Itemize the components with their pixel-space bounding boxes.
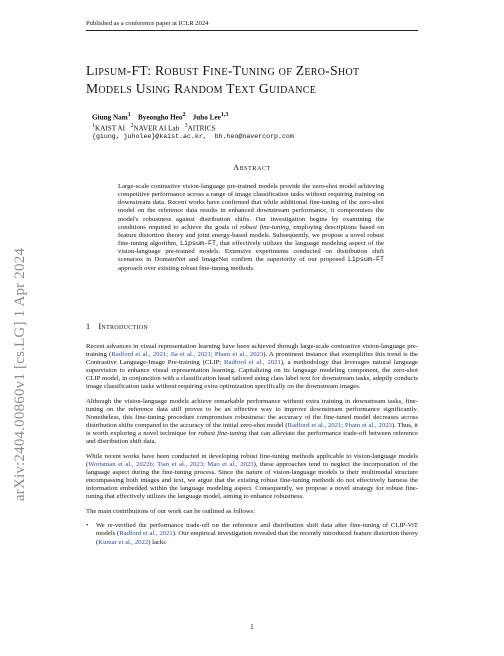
title-line-1: Lipsum-FT: Robust Fine-Tuning of Zero-Shot — [86, 63, 360, 78]
aff2: NAVER AI Lab — [133, 124, 180, 133]
citation-link[interactable]: Kumar et al., 2022 — [98, 538, 149, 546]
citation-link[interactable]: Radford et al., 2021 — [119, 530, 173, 538]
abstract-code-1: Lipsum-FT — [179, 240, 217, 249]
section-number: 1 — [86, 322, 91, 331]
author-giung: Giung Nam — [92, 113, 128, 122]
page-number: 1 — [250, 624, 254, 631]
text: ) lacks — [148, 538, 166, 546]
abstract-text-2: , employing descriptions based on feature distortion theory and joint energy-based models. Subsequently, we propose a novel robust fine-tuning algorithm, — [118, 223, 384, 248]
email-kaist[interactable]: {giung, juholee}@kaist.ac.kr, — [92, 132, 207, 140]
section-heading-introduction — [86, 322, 418, 331]
abstract-body — [118, 183, 384, 273]
citation-link[interactable]: Wortsman et al., 2022b; Tian et al., 2023; Mao et al., 2023 — [88, 461, 254, 468]
text: ), these approaches tend to neglect the incorporation of the language aspect during the fine-tuning process. Since the nature of vision-language models is their multimodal structure encompassing both images and text, we argue that the existing robust fine-tuning methods do not effectively harness the information embedded within the language modeling aspect. Consequently, we propose a novel strategy for robust fine-tuning that effectively utilizes the language model, aiming to enhance robustness. — [86, 461, 418, 501]
paragraph-1 — [86, 343, 418, 392]
text: We re-verified the performance trade-off on the reference and distribution shift data after fine-tuning of CLIP-ViT models ( — [96, 522, 418, 538]
author-juho-sup: 1,3 — [220, 112, 229, 118]
citation-link[interactable]: Radford et al., 2021; Pham et al., 2023 — [287, 422, 392, 430]
author-block — [92, 111, 422, 141]
text: Although the vision-language models achieve remarkable performance without extra training in downstream tasks, fine-tuning on the reference data still proves to be an effective way to improve downstream performance significantly. Nonetheless, this fine-tuning procedure compromises robustness: the accuracy of the fine-tuned model decreases across distribution shifts compared to the accuracy of the initial zero-shot model ( — [86, 397, 418, 430]
text: ). A prominent instance that exemplifies this trend is the Contrastive Language-Image Pre-training (CLIP; — [86, 351, 418, 367]
abstract-emphasis: robust fine-tuning — [240, 223, 289, 231]
running-header: Published as a conference paper at ICLR 2024 — [86, 20, 418, 31]
author-byeongho-sup: 2 — [182, 112, 186, 118]
abstract-code-2: Lipsum-FT — [347, 256, 384, 265]
introduction-body — [86, 343, 418, 553]
text: ). Thus, it is worth exploring a novel technique for — [86, 422, 419, 438]
text: ), a methodology that leverages natural language supervision to enhance visual representation learning. Capitalizing on its language modeling component, the zero-shot CLIP model, in conjunction with a classification head tailored using class label text for downstream tasks, adeptly conducts image classification tasks without requiring extra optimization specifically on the downstream images. — [86, 359, 419, 391]
bullet-marker: • — [86, 522, 89, 530]
paper-title — [86, 62, 418, 98]
email-naver[interactable]: bh.heo@navercorp.com — [214, 132, 294, 140]
title-line-2: Models Using Random Text Guidance — [86, 81, 317, 96]
affiliations — [92, 122, 422, 133]
author-names — [92, 111, 422, 122]
citation-link[interactable]: Radford et al., 2021 — [224, 359, 281, 367]
aff1-sup: 1 — [92, 122, 95, 129]
author-juho: Juho Lee — [192, 113, 221, 122]
contribution-bullet-1 — [86, 522, 418, 546]
author-byeongho: Byeongho Heo — [137, 113, 183, 122]
emphasis: robust fine-tuning — [198, 430, 247, 438]
aff2-sup: 2 — [130, 122, 134, 129]
abstract-text-1: Large-scale contrastive vision-language pre-trained models provide the zero-shot model achieving competitive performance across a range of image classification tasks without requiring training on downstream data. Recent works have confirmed that while additional fine-tuning of the zero-shot model on the reference data results in enhanced downstream performance, it compromises the model's robustness against distribution shifts. Our investigation begins by examining the conditions required to achieve the goals of — [118, 183, 384, 231]
citation-link[interactable]: Radford et al., 2021; Jia et al., 2021; Pham et al., 2023 — [111, 351, 264, 359]
abstract-heading: Abstract — [233, 163, 271, 172]
paragraph-4: The main contributions of our work can be outlined as follows: — [86, 507, 256, 515]
text: ). Our empirical investigation revealed that the recently introduced feature distortion theory ( — [96, 530, 418, 546]
text: Recent advances in visual representation learning have been achieved through large-scale contrastive vision-language pre-training ( — [86, 343, 418, 359]
aff3: AITRICS — [187, 124, 216, 133]
abstract-text-4: approach over existing robust fine-tuning methods. — [118, 264, 255, 272]
text: While recent works have been conducted in developing robust fine-tuning methods applicable to vision-language models ( — [86, 452, 418, 468]
aff3-sup: 3 — [184, 122, 188, 129]
arxiv-stamp-text: arXiv:2404.00860v1 [cs.LG] 1 Apr 2024 — [12, 247, 29, 501]
author-giung-sup: 1 — [127, 112, 131, 118]
emails — [92, 133, 422, 141]
aff1: KAIST AI — [95, 124, 126, 133]
paragraph-2 — [86, 398, 418, 447]
arxiv-stamp — [8, 186, 34, 562]
section-title: Introduction — [98, 322, 149, 331]
paragraph-3 — [86, 453, 418, 502]
abstract-text-3: , that effectively utilizes the language modeling aspect of the vision-language pre-trained models. Extensive experiments conducted on distribution shift scenarios in DomainNet and ImageNet confirm the superiority of our proposed — [118, 240, 384, 264]
text: that can alleviate the performance trade-off between reference and distribution shift data. — [86, 430, 418, 446]
